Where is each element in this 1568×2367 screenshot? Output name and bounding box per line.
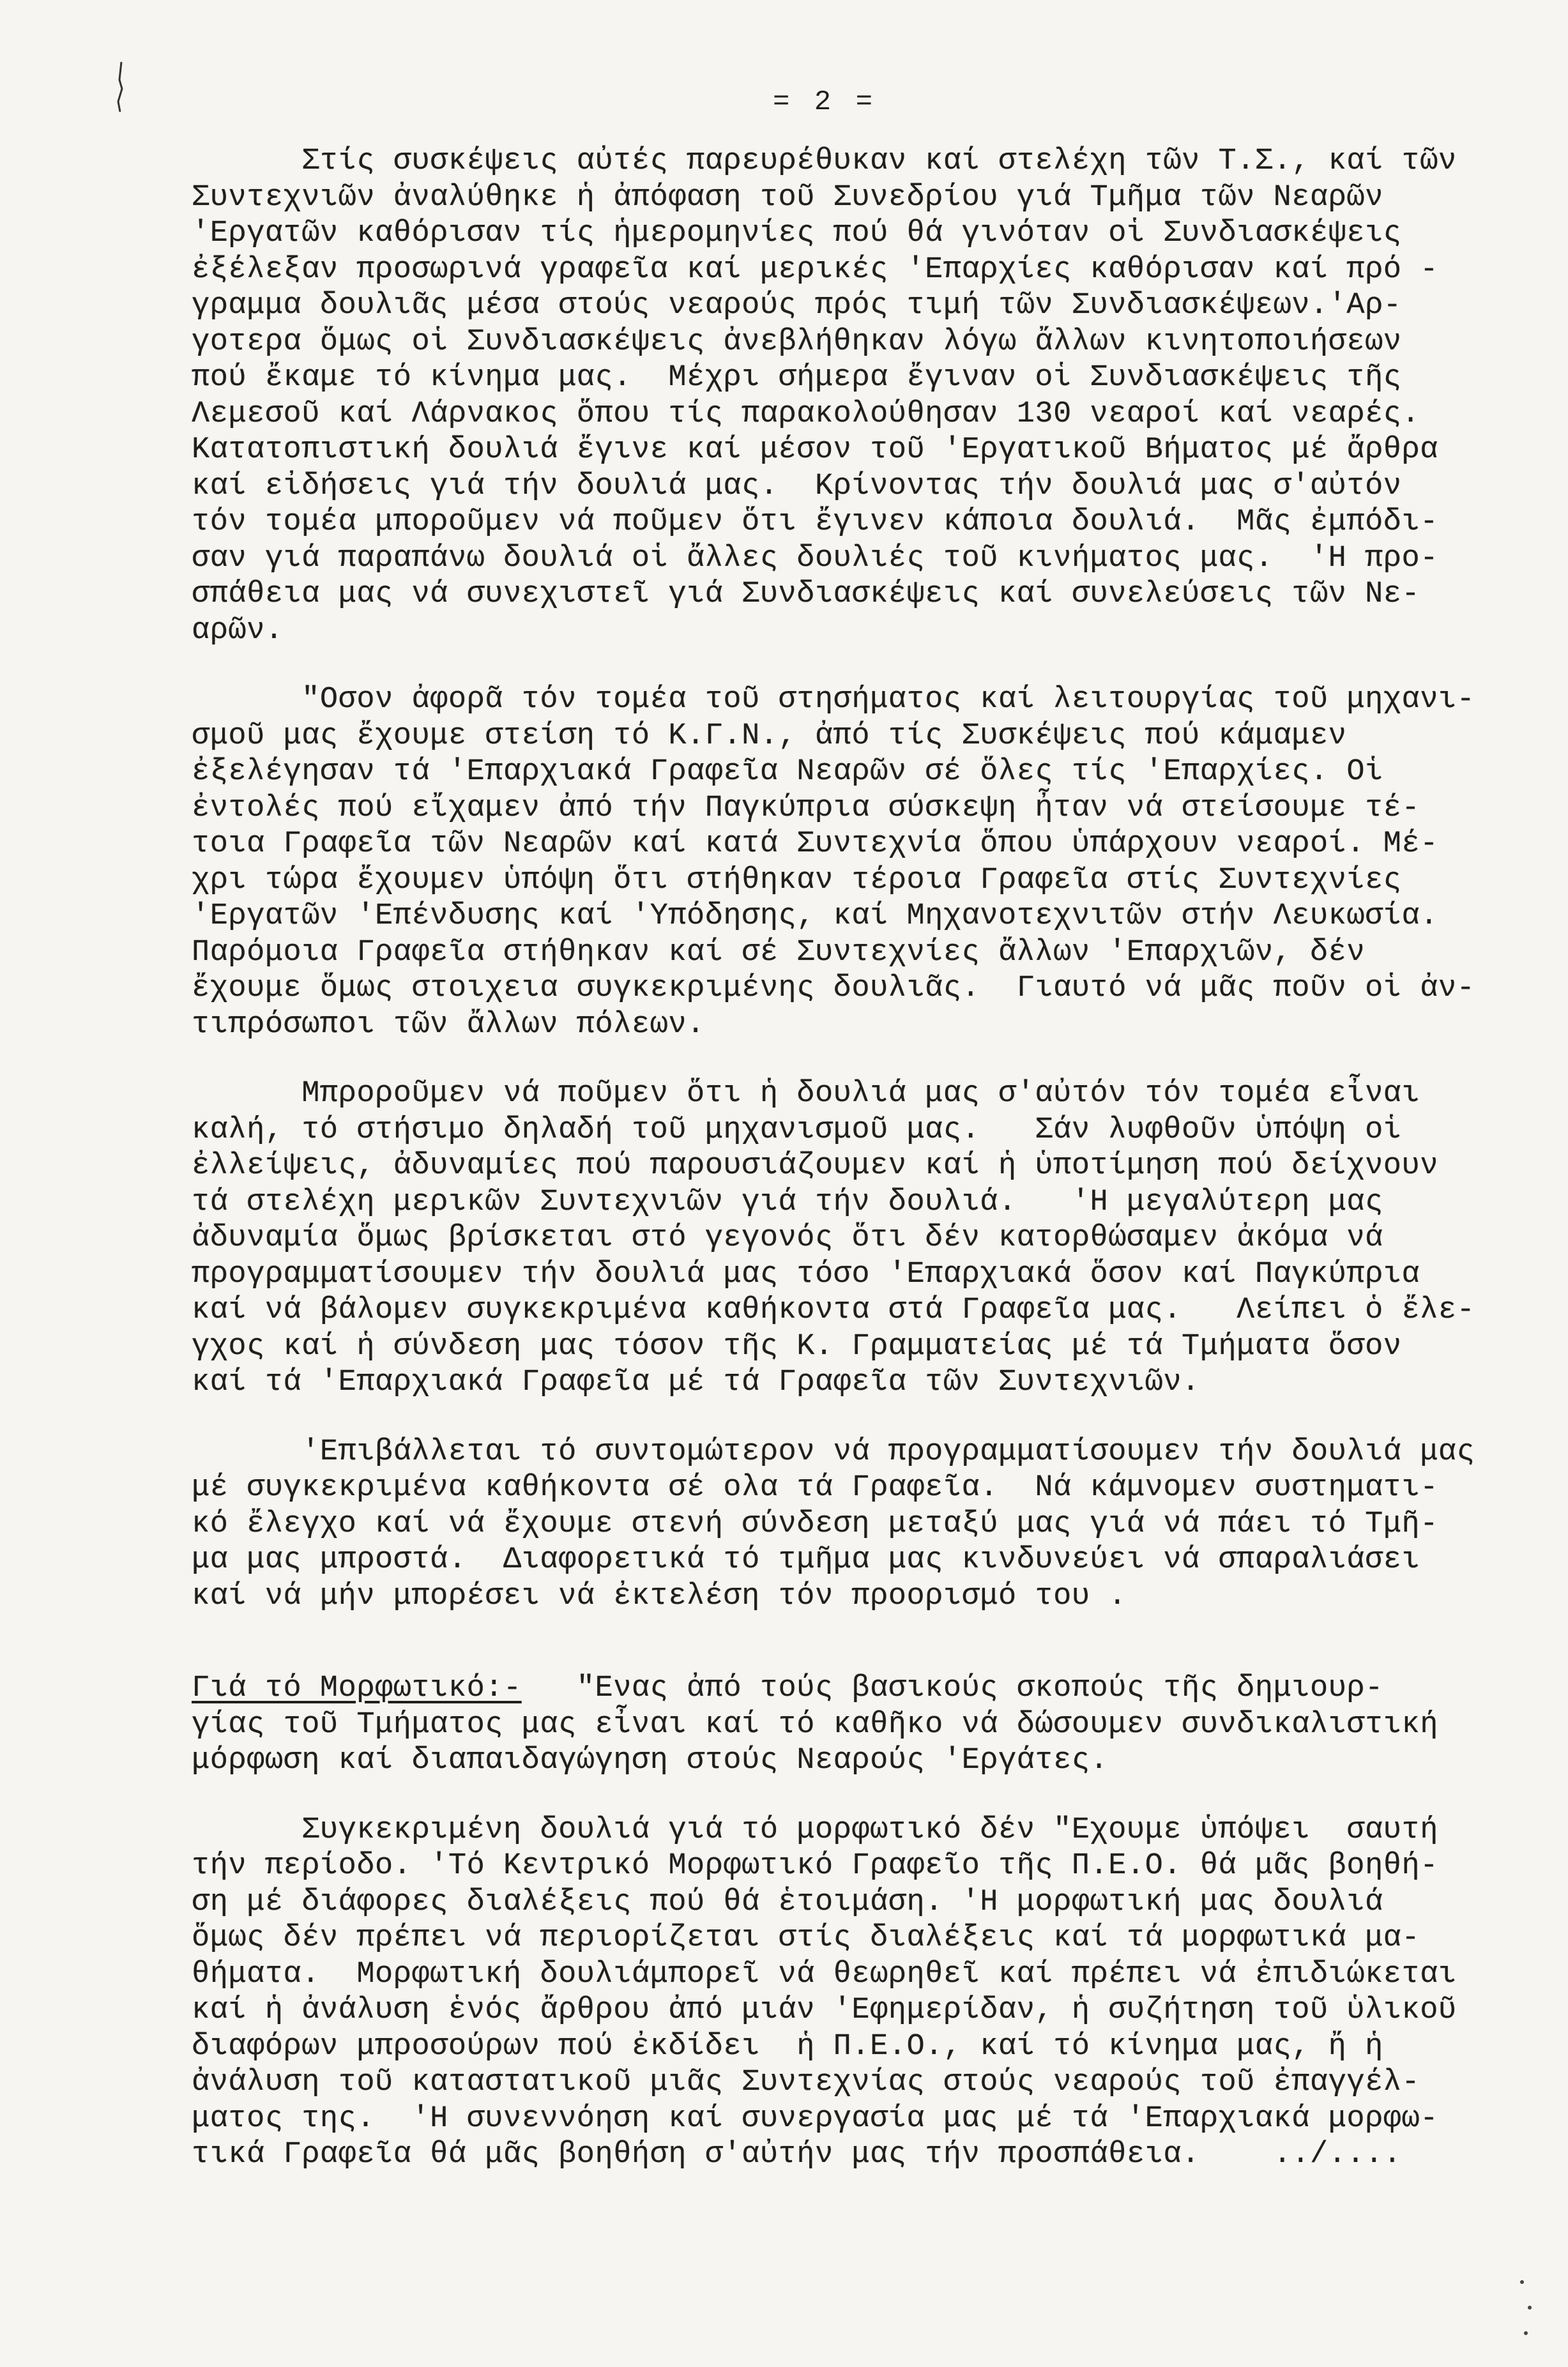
section-paragraph: "Ενας ἀπό τούς βασικούς σκοπούς τῆς δημιουρ- γίας τοῦ Τμήματος μας εἶναι καί τό καθῆκο νά δώσουμεν συνδικαλιστική μόρφωση καί διαπαιδαγώγηση στούς Νεαρούς 'Εργάτες. bbox=[192, 1671, 1438, 1777]
scan-speck bbox=[1524, 2331, 1528, 2335]
section-heading: Γιά τό Μορφωτικό:- bbox=[192, 1671, 522, 1705]
paragraph-conferences: Στίς συσκέψεις αὐτές παρευρέθυκαν καί στελέχη τῶν Τ.Σ., καί τῶν Συντεχνιῶν ἀναλύθηκε ἡ ἀπόφαση τοῦ Συνεδρίου γιά Τμῆμα τῶν Νεαρῶν 'Εργατῶν καθόρισαν τίς ἡμερομηνίες πού θά γινόταν οἱ Συνδιασκέψεις ἐξέλεξαν προσωρινά γραφεῖα καί μερικές 'Επαρχίες καθόρισαν καί πρό - γραμμα δουλιᾶς μέσα στούς νεαρούς πρός τιμή τῶν Συνδιασκέψεων.'Αρ- γοτερα ὅμως οἱ Συνδιασκέψεις ἀνεβλήθηκαν λόγω ἄλλων κινητοποιήσεων πού ἔκαμε τό κίνημα μας. Μέχρι σήμερα ἔγιναν οἱ Συνδιασκέψεις τῆς Λεμεσοῦ καί Λάρνακος ὅπου τίς παρακολούθησαν 130 νεαροί καί νεαρές. Κατατοπιστική δουλιά ἔγινε καί μέσον τοῦ 'Εργατικοῦ Βήματος μέ ἄρθρα καί εἰδήσεις γιά τήν δουλιά μας. Κρίνοντας τήν δουλιά μας σ'αὐτόν τόν τομέα μποροῦμεν νά ποῦμεν ὅτι ἔγινεν κάποια δουλιά. Μᾶς ἐμπόδι- σαν γιά παραπάνω δουλιά οἱ ἄλλες δουλιές τοῦ κινήματος μας. 'Η προ- σπάθεια μας νά συνεχιστεῖ γιά Συνδιασκέψεις καί συνελεύσεις τῶν Νε- αρῶν. bbox=[192, 144, 1457, 648]
paragraph-programming: 'Επιβάλλεται τό συντομώτερον νά προγραμματίσουμεν τήν δουλιά μας μέ συγκεκριμένα καθήκοντα σέ ολα τά Γραφεῖα. Νά κάμνομεν συστηματι- κό ἔλεγχο καί νά ἔχουμε στενή σύνδεση μεταξύ μας γιά νά πάει τό Τμῆ- μα μας μπροστά. Διαφορετικά τό τμῆμα μας κινδυνεύει νά σπαραλιάσει καί νά μήν μπορέσει νά ἐκτελέση τόν προορισμό του . bbox=[192, 1435, 1475, 1613]
scan-speck bbox=[1520, 2280, 1524, 2284]
document-body bbox=[192, 144, 1546, 2173]
margin-pen-mark bbox=[116, 61, 125, 113]
paragraph-mechanism: "Οσον ἀφορᾶ τόν τομέα τοῦ στησήματος καί λειτουργίας τοῦ μηχανι- σμοῦ μας ἔχουμε στείση τό Κ.Γ.Ν., ἀπό τίς Συσκέψεις πού κάμαμεν ἐξελέγησαν τά 'Επαρχιακά Γραφεῖα Νεαρῶν σέ ὅλες τίς 'Επαρχίες. Οἱ ἐντολές πού εἴχαμεν ἀπό τήν Παγκύπρια σύσκεψη ἦταν νά στείσουμε τέ- τοια Γραφεῖα τῶν Νεαρῶν καί κατά Συντεχνία ὅπου ὑπάρχουν νεαροί. Μέ- χρι τώρα ἔχουμεν ὑπόψη ὅτι στήθηκαν τέροια Γραφεῖα στίς Συντεχνίες 'Εργατῶν 'Επένδυσης καί 'Υπόδησης, καί Μηχανοτεχνιτῶν στήν Λευκωσία. Παρόμοια Γραφεῖα στήθηκαν καί σέ Συντεχνίες ἄλλων 'Επαρχιῶν, δέν ἔχουμε ὅμως στοιχεια συγκεκριμένης δουλιᾶς. Γιαυτό νά μᾶς ποῦν οἱ ἀν- τιπρόσωποι τῶν ἄλλων πόλεων. bbox=[192, 683, 1475, 1042]
scan-speck bbox=[1528, 2306, 1532, 2310]
paragraph-weaknesses: Μπροροῦμεν νά ποῦμεν ὅτι ἡ δουλιά μας σ'αὐτόν τόν τομέα εἶναι καλή, τό στήσιμο δηλαδή τοῦ μηχανισμοῦ μας. Σάν λυφθοῦν ὑπόψη οἱ ἐλλείψεις, ἀδυναμίες πού παρουσιάζουμεν καί ἡ ὑποτίμηση πού δείχνουν τά στελέχη μερικῶν Συντεχνιῶν γιά τήν δουλιά. 'Η μεγαλύτερη μας ἀδυναμία ὅμως βρίσκεται στό γεγονός ὅτι δέν κατορθώσαμεν ἀκόμα νά προγραμματίσουμεν τήν δουλιά μας τόσο 'Επαρχιακά ὅσον καί Παγκύπρια καί νά βάλομεν συγκεκριμένα καθήκοντα στά Γραφεῖα μας. Λείπει ὁ ἔλε- γχος καί ἡ σύνδεση μας τόσον τῆς Κ. Γραμματείας μέ τά Τμήματα ὅσον καί τά 'Επαρχιακά Γραφεῖα μέ τά Γραφεῖα τῶν Συντεχνιῶν. bbox=[192, 1077, 1475, 1399]
section-education bbox=[192, 1671, 1546, 1779]
page-number: = 2 = bbox=[773, 86, 877, 118]
paragraph-education-work: Συγκεκριμένη δουλιά γιά τό μορφωτικό δέν "Εχουμε ὑπόψει σαυτή τήν περίοδο. 'Τό Κεντρικό Μορφωτικό Γραφεῖο τῆς Π.Ε.Ο. θά μᾶς βοηθή- ση μέ διάφορες διαλέξεις πού θά ἑτοιμάση. 'Η μορφωτική μας δουλιά ὅμως δέν πρέπει νά περιορίζεται στίς διαλέξεις καί τά μορφωτικά μα- θήματα. Μορφωτική δουλιάμπορεῖ νά θεωρηθεῖ καί πρέπει νά ἐπιδιώκεται καί ἡ ἀνάλυση ἑνός ἄρθρου ἀπό μιάν 'Εφημερίδαν, ἡ συζήτηση τοῦ ὑλικοῦ διαφόρων μπροσούρων πού ἐκδίδει ἡ Π.Ε.Ο., καί τό κίνημα μας, ἤ ἡ ἀνάλυση τοῦ καταστατικοῦ μιᾶς Συντεχνίας στούς νεαρούς τοῦ ἐπαγγέλ- ματος της. 'Η συνεννόηση καί συνεργασία μας μέ τά 'Επαρχιακά μορφω- τικά Γραφεῖα θά μᾶς βοηθήση σ'αὐτήν μας τήν προσπάθεια. ../.... bbox=[192, 1813, 1457, 2172]
